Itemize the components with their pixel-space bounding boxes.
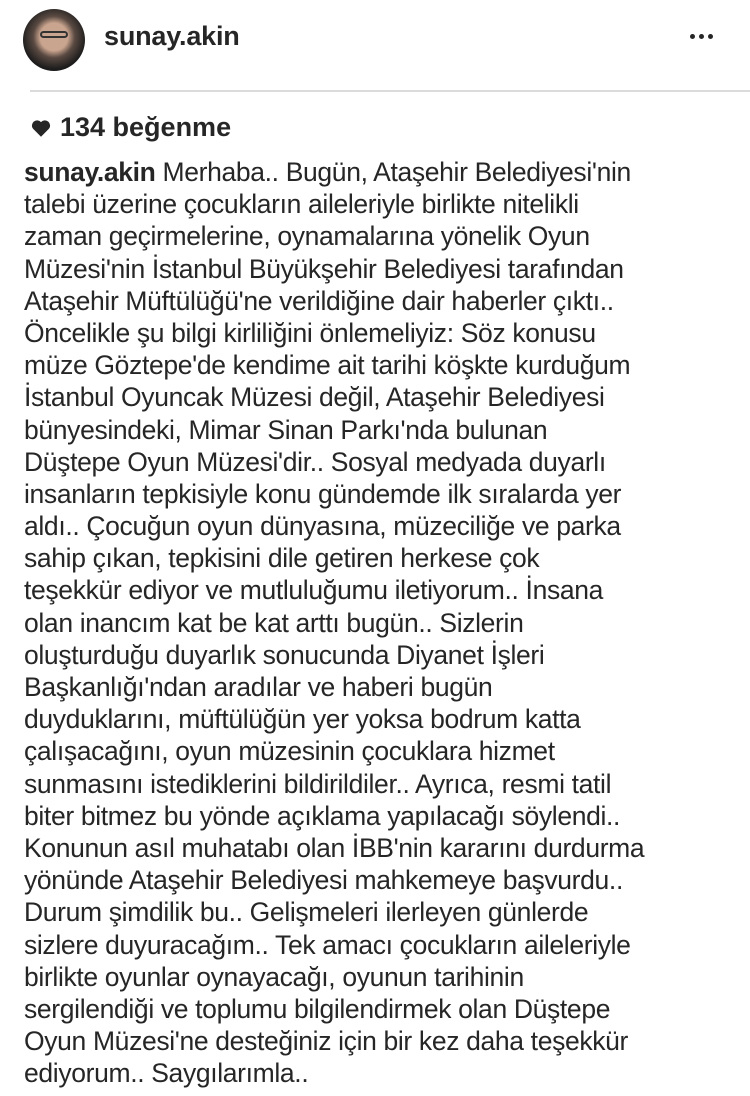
- caption-line: Öncelikle şu bilgi kirliliğini önlemeliyiz: Söz konusu: [24, 317, 596, 348]
- caption-line: müze Göztepe'de kendime ait tarihi köşkte kurduğum: [24, 350, 631, 381]
- caption-line: [24, 156, 644, 188]
- caption-line: talebi üzerine çocukların aileleriyle birlikte nitelikli: [24, 189, 579, 220]
- caption-line: sergilendiği ve toplumu bilgilendirmek olan Düştepe: [24, 993, 611, 1024]
- heart-icon: [30, 117, 52, 139]
- caption-line: ediyorum.. Saygılarımla..: [24, 1058, 309, 1089]
- caption-line: Başkanlığı'ndan aradılar ve haberi bugün: [24, 672, 493, 702]
- caption-line: Durum şimdilik bu.. Gelişmeleri ilerleyen günlerde: [24, 897, 589, 928]
- caption-line: duyduklarını, müftülüğün yer yoksa bodrum katta: [24, 704, 581, 735]
- caption-line: Müzesi'nin İstanbul Büyükşehir Belediyesi tarafından: [24, 253, 624, 284]
- caption-line: İstanbul Oyuncak Müzesi değil, Ataşehir Belediyesi: [24, 382, 605, 413]
- caption-line: bünyesindeki, Mimar Sinan Parkı'nda bulunan: [24, 414, 548, 445]
- caption-text: Merhaba.. Bugün, Ataşehir Belediyesi'nin: [155, 157, 631, 187]
- caption-line: sunmasını istediklerini bildirildiler.. Ayrıca, resmi tatil: [24, 768, 612, 799]
- caption-line: çalışacağını, oyun müzesinin çocuklara hizmet: [24, 736, 555, 767]
- caption-line: oluşturduğu duyarlık sonucunda Diyanet İşleri: [24, 639, 545, 670]
- caption-line: zaman geçirmelerine, oynamalarına yönelik Oyun: [24, 221, 590, 252]
- caption-line: aldı.. Çocuğun oyun dünyasına, müzeciliğe ve parka: [24, 511, 621, 542]
- more-options-icon[interactable]: [690, 34, 713, 39]
- caption-username[interactable]: sunay.akin: [24, 157, 156, 187]
- caption-line: Düştepe Oyun Müzesi'dir.. Sosyal medyada duyarlı: [24, 446, 606, 477]
- caption-line: Konunun asıl muhatabı olan İBB'nin kararını durdurma: [24, 832, 645, 863]
- caption-line: Oyun Müzesi'ne desteğiniz için bir kez daha teşekkür: [24, 1026, 629, 1057]
- likes-count[interactable]: [30, 112, 231, 143]
- caption-line: insanların tepkisiyle konu gündemde ilk sıralarda yer: [24, 478, 622, 509]
- caption-line: biter bitmez bu yönde açıklama yapılacağı söylendi..: [24, 800, 621, 831]
- caption-line: sizlere duyuracağım.. Tek amacı çocukların aileleriyle: [24, 929, 631, 960]
- caption-line: yönünde Ataşehir Belediyesi mahkemeye başvurdu..: [24, 865, 623, 896]
- caption-line: sahip çıkan, tepkisini dile getiren herkese çok: [24, 543, 540, 574]
- likes-label: 134 beğenme: [60, 112, 232, 142]
- avatar-glasses: [40, 31, 68, 38]
- post-header: [0, 0, 750, 130]
- caption-line: teşekkür ediyor ve mutluluğumu iletiyorum.. İnsana: [24, 575, 604, 606]
- avatar[interactable]: [23, 9, 85, 71]
- caption-line: birlikte oyunlar oynayacağı, oyunun tarihinin: [24, 961, 524, 992]
- post-caption: [24, 156, 644, 1089]
- caption-line: olan inancım kat be kat arttı bugün.. Sizlerin: [24, 607, 524, 638]
- caption-line: Ataşehir Müftülüğü'ne verildiğine dair haberler çıktı..: [24, 285, 614, 316]
- post-username[interactable]: sunay.akin: [104, 21, 240, 51]
- header-divider: [30, 90, 750, 92]
